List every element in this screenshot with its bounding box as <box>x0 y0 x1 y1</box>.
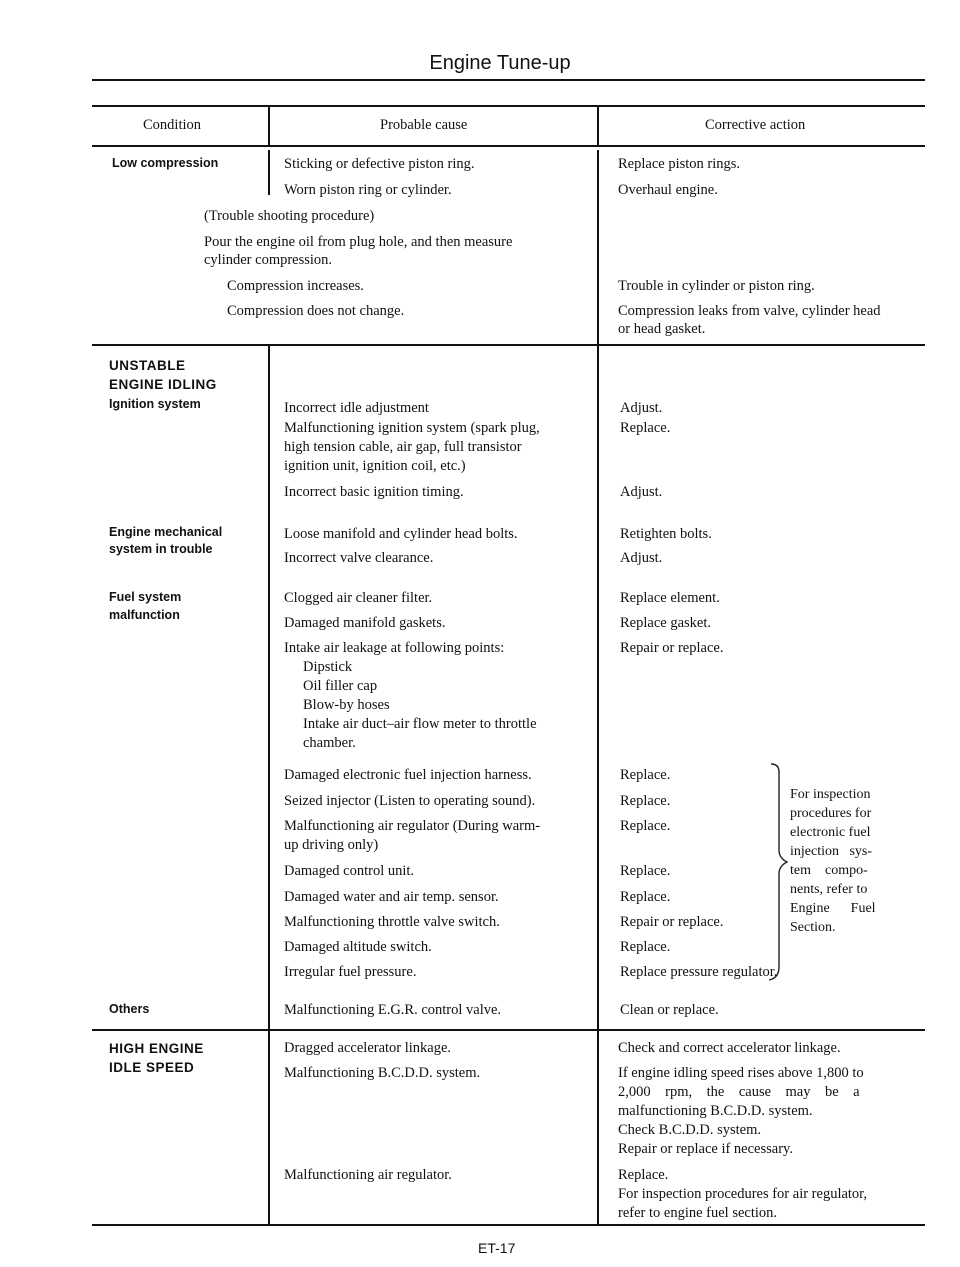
cause-line: Intake air leakage at following points: <box>284 640 505 656</box>
action-line: Overhaul engine. <box>618 182 718 198</box>
efi-action: Replace. <box>620 889 671 905</box>
page-number: ET-17 <box>478 1240 516 1256</box>
sub-action: Trouble in cylinder or piston ring. <box>618 278 815 294</box>
column-divider-1c <box>268 345 270 1225</box>
sub-action: or head gasket. <box>618 321 706 337</box>
cause-line: Malfunctioning air regulator. <box>284 1167 452 1183</box>
efi-action: Replace. <box>620 939 671 955</box>
section-rule <box>92 1029 925 1031</box>
column-divider-2 <box>597 105 599 145</box>
efi-note-line: nents, refer to <box>790 882 868 897</box>
action-line: Replace gasket. <box>620 615 711 631</box>
efi-note-line: For inspection <box>790 787 871 802</box>
action-line: Replace. <box>618 1167 669 1183</box>
cause-line: high tension cable, air gap, full transistor <box>284 439 522 455</box>
condition-others: Others <box>109 1002 150 1016</box>
action-line: Adjust. <box>620 400 663 416</box>
action-line: For inspection procedures for air regulator, <box>618 1186 868 1202</box>
action-line: Retighten bolts. <box>620 526 712 542</box>
efi-note-line: procedures for <box>790 806 872 821</box>
efi-action: Replace. <box>620 863 671 879</box>
efi-cause: Irregular fuel pressure. <box>284 964 417 980</box>
efi-note-line: Engine Fuel <box>790 901 876 916</box>
cause-line: Malfunctioning ignition system (spark plug, <box>284 420 540 436</box>
column-divider-2b <box>597 150 599 345</box>
action-line: malfunctioning B.C.D.D. system. <box>618 1103 813 1119</box>
efi-cause: Damaged altitude switch. <box>284 939 432 955</box>
leak-point: Dipstick <box>303 659 353 675</box>
condition-unstable: ENGINE IDLING <box>109 377 217 392</box>
action-line: Replace. <box>620 420 671 436</box>
cause-line: Damaged manifold gaskets. <box>284 615 446 631</box>
page-title: Engine Tune-up <box>429 52 571 74</box>
efi-action: Replace. <box>620 818 671 834</box>
efi-cause: Malfunctioning air regulator (During warm- <box>284 818 541 834</box>
efi-action: Replace pressure regulator. <box>620 964 778 980</box>
header-top-rule <box>92 105 925 107</box>
column-divider-2c <box>597 345 599 1225</box>
column-divider-1b <box>268 150 270 195</box>
action-line: Adjust. <box>620 550 663 566</box>
efi-note-line: electronic fuel <box>790 825 871 840</box>
efi-action: Replace. <box>620 793 671 809</box>
condition-engine-mechanical: Engine mechanical <box>109 525 223 539</box>
action-line: Replace element. <box>620 590 720 606</box>
cause-line: Loose manifold and cylinder head bolts. <box>284 526 518 542</box>
action-line: Repair or replace. <box>620 640 724 656</box>
section-rule <box>92 344 925 346</box>
condition-ignition-system: Ignition system <box>109 397 201 411</box>
efi-cause: Seized injector (Listen to operating sound). <box>284 793 536 809</box>
header-corrective-action: Corrective action <box>705 117 806 133</box>
efi-action: Replace. <box>620 767 671 783</box>
cause-line: Incorrect valve clearance. <box>284 550 434 566</box>
condition-low-compression: Low compression <box>112 156 219 170</box>
condition-high-idle: IDLE SPEED <box>109 1060 195 1075</box>
leak-point: Blow-by hoses <box>303 697 390 713</box>
header-probable-cause: Probable cause <box>380 117 468 133</box>
leak-point: Oil filler cap <box>303 678 378 694</box>
efi-note-line: Section. <box>790 920 836 935</box>
cause-line: Sticking or defective piston ring. <box>284 156 475 172</box>
cause-line: Worn piston ring or cylinder. <box>284 182 452 198</box>
efi-note-line: tem compo- <box>790 863 868 878</box>
efi-cause: Damaged control unit. <box>284 863 415 879</box>
cause-line: ignition unit, ignition coil, etc.) <box>284 458 466 474</box>
sub-cause: Compression does not change. <box>227 303 405 319</box>
efi-cause: Damaged water and air temp. sensor. <box>284 889 499 905</box>
procedure-line: cylinder compression. <box>204 252 333 268</box>
condition-engine-mechanical: system in trouble <box>109 542 213 556</box>
header-bottom-rule <box>92 145 925 147</box>
efi-action: Repair or replace. <box>620 914 724 930</box>
efi-cause: up driving only) <box>284 837 379 853</box>
title-rule <box>92 79 925 81</box>
condition-unstable: UNSTABLE <box>109 358 186 373</box>
efi-cause: Damaged electronic fuel injection harness. <box>284 767 532 783</box>
sub-action: Compression leaks from valve, cylinder head <box>618 303 881 319</box>
cause-line: Malfunctioning B.C.D.D. system. <box>284 1065 481 1081</box>
action-line: refer to engine fuel section. <box>618 1205 778 1221</box>
efi-note-line: injection sys- <box>790 844 873 859</box>
action-line: Adjust. <box>620 484 663 500</box>
procedure-title: (Trouble shooting procedure) <box>204 208 375 224</box>
efi-cause: Malfunctioning throttle valve switch. <box>284 914 500 930</box>
cause-line: Clogged air cleaner filter. <box>284 590 433 606</box>
leak-point: chamber. <box>303 735 356 751</box>
cause-line: Incorrect basic ignition timing. <box>284 484 464 500</box>
condition-high-idle: HIGH ENGINE <box>109 1041 204 1056</box>
condition-fuel-system: malfunction <box>109 608 180 622</box>
action-line: Check B.C.D.D. system. <box>618 1122 761 1138</box>
procedure-line: Pour the engine oil from plug hole, and then measure <box>204 234 513 250</box>
action-line: 2,000 rpm, the cause may be a <box>618 1084 860 1100</box>
column-divider-1 <box>268 105 270 145</box>
leak-point: Intake air duct–air flow meter to throttle <box>303 716 537 732</box>
cause-line: Malfunctioning E.G.R. control valve. <box>284 1002 502 1018</box>
condition-fuel-system: Fuel system <box>109 590 182 604</box>
action-line: Replace piston rings. <box>618 156 741 172</box>
cause-line: Dragged accelerator linkage. <box>284 1040 452 1056</box>
cause-line: Incorrect idle adjustment <box>284 400 429 416</box>
action-line: Check and correct accelerator linkage. <box>618 1040 841 1056</box>
bottom-rule <box>92 1224 925 1226</box>
action-line: Clean or replace. <box>620 1002 719 1018</box>
action-line: If engine idling speed rises above 1,800 to <box>618 1065 864 1081</box>
action-line: Repair or replace if necessary. <box>618 1141 793 1157</box>
header-condition: Condition <box>143 117 202 133</box>
sub-cause: Compression increases. <box>227 278 364 294</box>
